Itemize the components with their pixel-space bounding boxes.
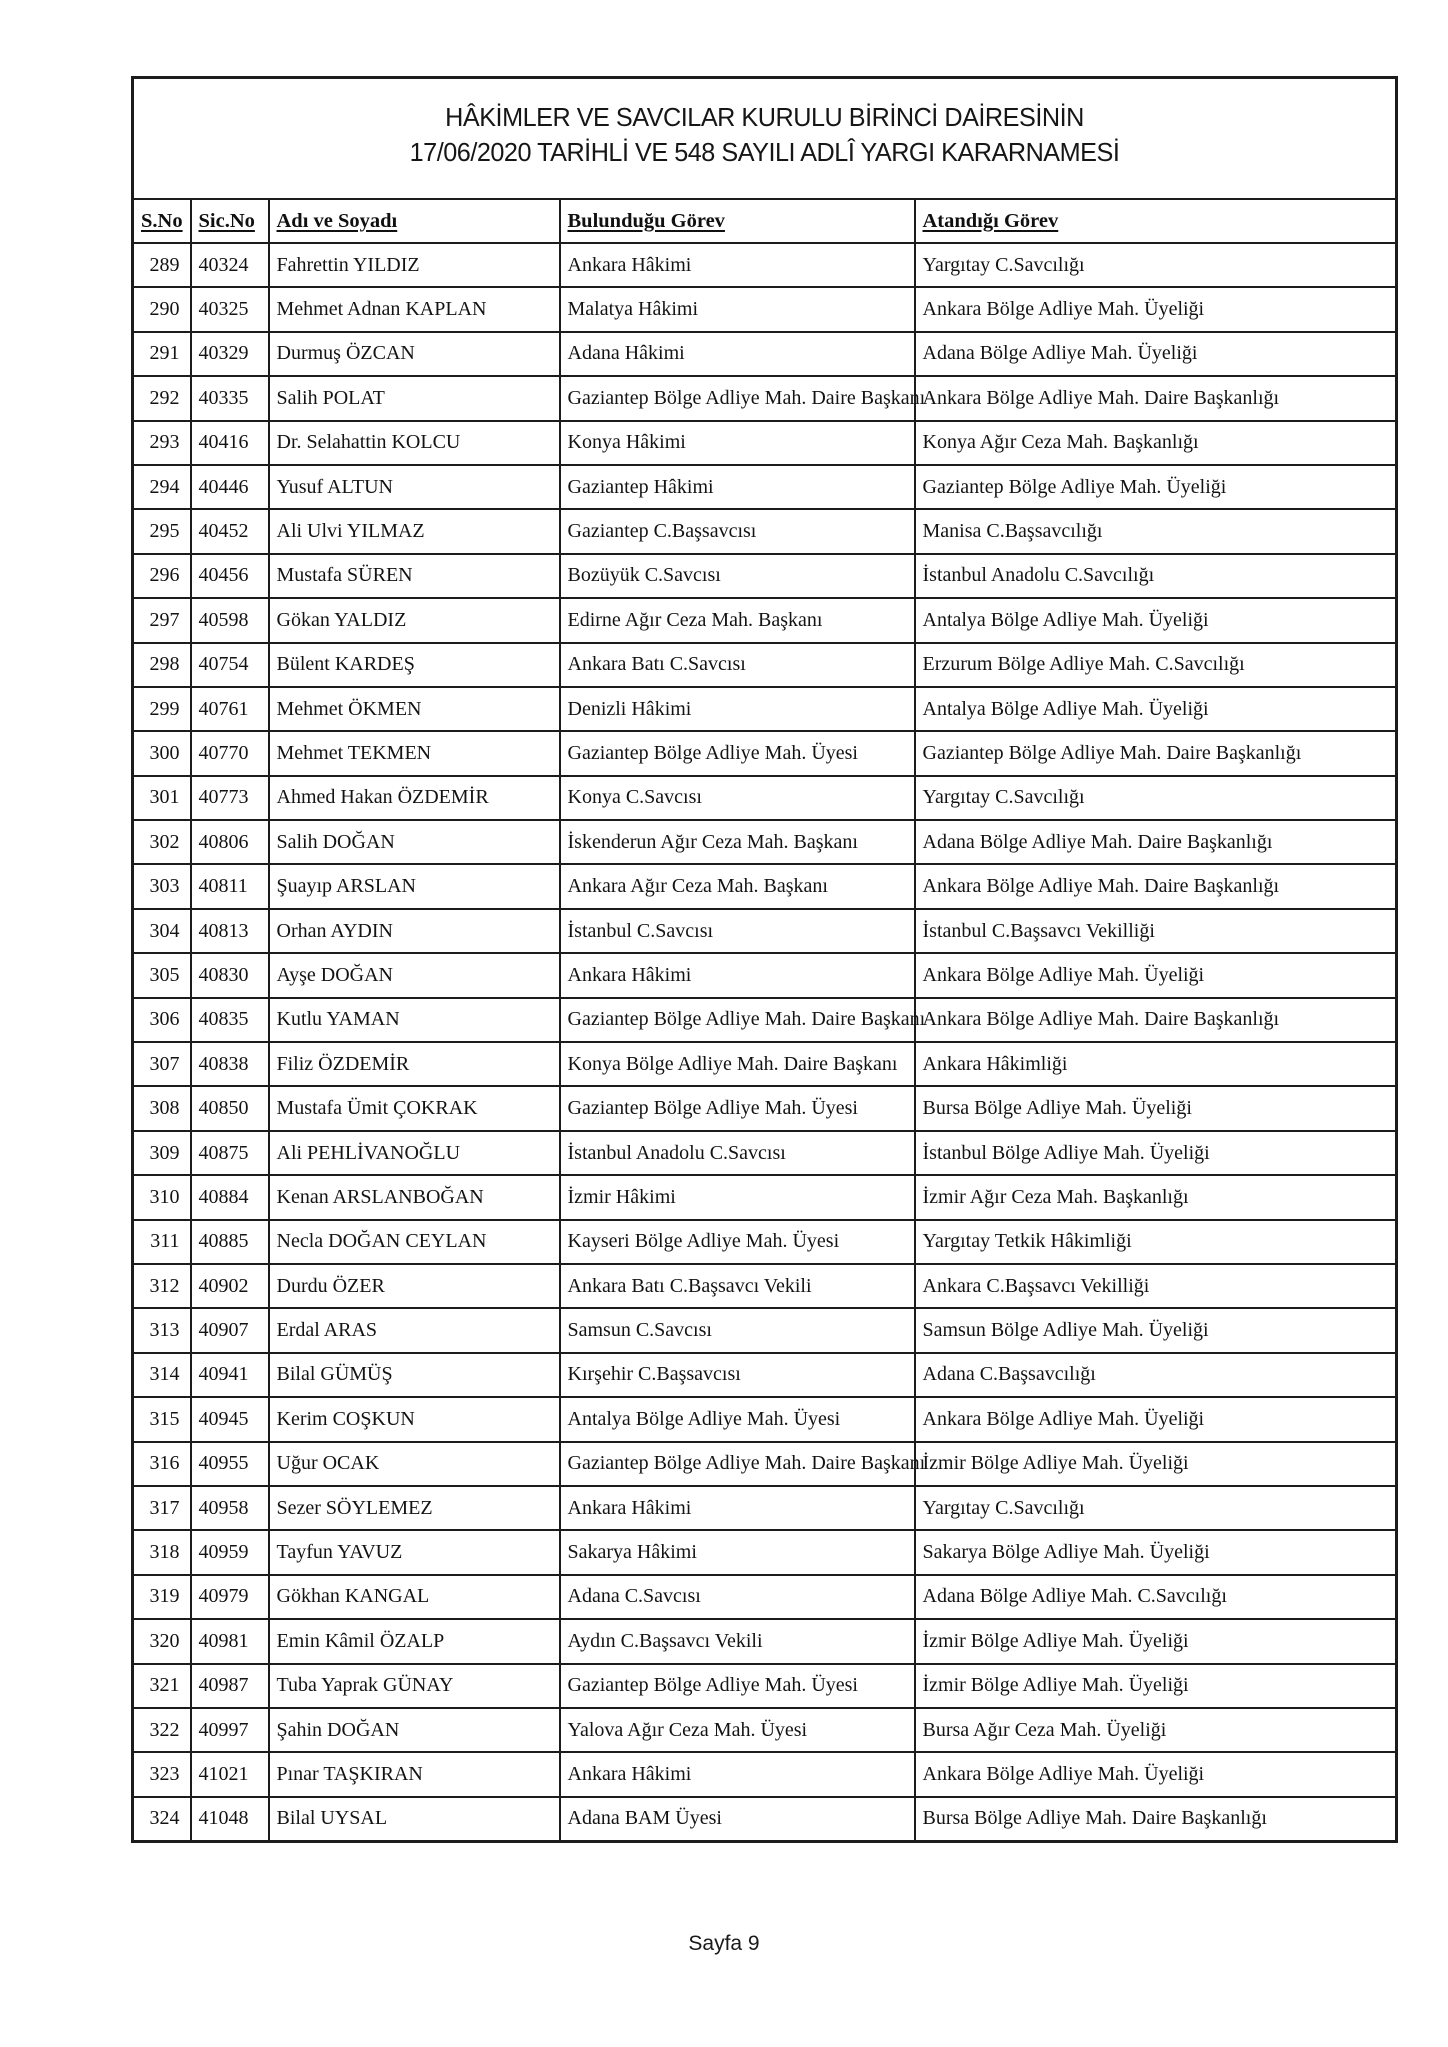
assigned-post-cell: Ankara Bölge Adliye Mah. Daire Başkanlığı [915,376,1397,420]
name-cell: Şahin DOĞAN [269,1708,560,1752]
assigned-post-cell: İstanbul Anadolu C.Savcılığı [915,554,1397,598]
sicno-cell: 40416 [191,421,269,465]
assigned-post-cell: Antalya Bölge Adliye Mah. Üyeliği [915,598,1397,642]
sno-cell: 314 [133,1353,191,1397]
sicno-cell: 40884 [191,1175,269,1219]
assigned-post-cell: Samsun Bölge Adliye Mah. Üyeliği [915,1308,1397,1352]
table-row [133,287,1397,331]
assigned-post-cell: Antalya Bölge Adliye Mah. Üyeliği [915,687,1397,731]
table-row [133,1797,1397,1841]
current-post-cell: Ankara Batı C.Başsavcı Vekili [560,1264,915,1308]
name-cell: Gökhan KANGAL [269,1575,560,1619]
assigned-post-cell: Manisa C.Başsavcılığı [915,509,1397,553]
sno-cell: 294 [133,465,191,509]
table-row [133,643,1397,687]
sicno-cell: 40979 [191,1575,269,1619]
sicno-cell: 40773 [191,776,269,820]
sno-cell: 298 [133,643,191,687]
current-post-cell: Ankara Ağır Ceza Mah. Başkanı [560,864,915,908]
title-row [133,78,1397,200]
assigned-post-cell: Gaziantep Bölge Adliye Mah. Daire Başkanlığı [915,731,1397,775]
sno-cell: 317 [133,1486,191,1530]
name-cell: Dr. Selahattin KOLCU [269,421,560,465]
table-row [133,1530,1397,1574]
table-row [133,465,1397,509]
table-row [133,598,1397,642]
name-cell: Mustafa SÜREN [269,554,560,598]
table-row [133,1042,1397,1086]
name-cell: Ayşe DOĞAN [269,953,560,997]
current-post-cell: Konya Bölge Adliye Mah. Daire Başkanı [560,1042,915,1086]
sno-cell: 323 [133,1752,191,1796]
current-post-cell: Aydın C.Başsavcı Vekili [560,1619,915,1663]
name-cell: Şuayıp ARSLAN [269,864,560,908]
name-cell: Salih DOĞAN [269,820,560,864]
table-row [133,731,1397,775]
column-header-name: Adı ve Soyadı [269,199,560,243]
assigned-post-cell: Ankara Hâkimliği [915,1042,1397,1086]
sno-cell: 292 [133,376,191,420]
table-row [133,820,1397,864]
sno-cell: 293 [133,421,191,465]
name-cell: Emin Kâmil ÖZALP [269,1619,560,1663]
current-post-cell: Yalova Ağır Ceza Mah. Üyesi [560,1708,915,1752]
name-cell: Durdu ÖZER [269,1264,560,1308]
sicno-cell: 40959 [191,1530,269,1574]
table-row [133,1486,1397,1530]
sno-cell: 313 [133,1308,191,1352]
sno-cell: 311 [133,1220,191,1264]
table-row [133,332,1397,376]
sno-cell: 301 [133,776,191,820]
document-title [133,78,1397,200]
sno-cell: 307 [133,1042,191,1086]
current-post-cell: Adana Hâkimi [560,332,915,376]
name-cell: Filiz ÖZDEMİR [269,1042,560,1086]
table-row [133,998,1397,1042]
name-cell: Sezer SÖYLEMEZ [269,1486,560,1530]
table-row [133,909,1397,953]
current-post-cell: Edirne Ağır Ceza Mah. Başkanı [560,598,915,642]
column-header-assigned-post: Atandığı Görev [915,199,1397,243]
sicno-cell: 40830 [191,953,269,997]
assigned-post-cell: Bursa Bölge Adliye Mah. Daire Başkanlığı [915,1797,1397,1841]
name-cell: Bilal GÜMÜŞ [269,1353,560,1397]
current-post-cell: İstanbul C.Savcısı [560,909,915,953]
assigned-post-cell: Adana C.Başsavcılığı [915,1353,1397,1397]
name-cell: Ali PEHLİVANOĞLU [269,1131,560,1175]
current-post-cell: Konya Hâkimi [560,421,915,465]
table-row [133,1220,1397,1264]
name-cell: Gökan YALDIZ [269,598,560,642]
assigned-post-cell: Ankara Bölge Adliye Mah. Üyeliği [915,1397,1397,1441]
assigned-post-cell: Adana Bölge Adliye Mah. Üyeliği [915,332,1397,376]
name-cell: Ahmed Hakan ÖZDEMİR [269,776,560,820]
sicno-cell: 40850 [191,1086,269,1130]
sno-cell: 318 [133,1530,191,1574]
current-post-cell: İskenderun Ağır Ceza Mah. Başkanı [560,820,915,864]
name-cell: Mehmet Adnan KAPLAN [269,287,560,331]
current-post-cell: Gaziantep Hâkimi [560,465,915,509]
table-row [133,1131,1397,1175]
title-line-2: 17/06/2020 TARİHLİ VE 548 SAYILI ADLÎ YARGI KARARNAMESİ [409,136,1120,167]
table-row [133,1308,1397,1352]
current-post-cell: Gaziantep Bölge Adliye Mah. Üyesi [560,731,915,775]
current-post-cell: Gaziantep Bölge Adliye Mah. Daire Başkanı [560,998,915,1042]
assigned-post-cell: Sakarya Bölge Adliye Mah. Üyeliği [915,1530,1397,1574]
current-post-cell: Gaziantep Bölge Adliye Mah. Daire Başkanı [560,1442,915,1486]
name-cell: Fahrettin YILDIZ [269,243,560,287]
decree-table [131,76,1398,1843]
current-post-cell: Malatya Hâkimi [560,287,915,331]
sno-cell: 315 [133,1397,191,1441]
sicno-cell: 40806 [191,820,269,864]
table-row [133,554,1397,598]
table-row [133,1175,1397,1219]
sno-cell: 291 [133,332,191,376]
sno-cell: 289 [133,243,191,287]
sno-cell: 290 [133,287,191,331]
sicno-cell: 40761 [191,687,269,731]
assigned-post-cell: Yargıtay Tetkik Hâkimliği [915,1220,1397,1264]
sicno-cell: 40811 [191,864,269,908]
assigned-post-cell: Ankara Bölge Adliye Mah. Daire Başkanlığı [915,864,1397,908]
sicno-cell: 40598 [191,598,269,642]
table-row [133,1397,1397,1441]
name-cell: Kerim COŞKUN [269,1397,560,1441]
sno-cell: 321 [133,1664,191,1708]
sicno-cell: 40997 [191,1708,269,1752]
current-post-cell: Konya C.Savcısı [560,776,915,820]
column-header-sicno: Sic.No [191,199,269,243]
assigned-post-cell: İzmir Bölge Adliye Mah. Üyeliği [915,1664,1397,1708]
current-post-cell: Samsun C.Savcısı [560,1308,915,1352]
table-row [133,1353,1397,1397]
assigned-post-cell: Yargıtay C.Savcılığı [915,243,1397,287]
sicno-cell: 40335 [191,376,269,420]
sicno-cell: 40987 [191,1664,269,1708]
table-row [133,1264,1397,1308]
table-row [133,953,1397,997]
name-cell: Orhan AYDIN [269,909,560,953]
assigned-post-cell: Adana Bölge Adliye Mah. C.Savcılığı [915,1575,1397,1619]
assigned-post-cell: İzmir Bölge Adliye Mah. Üyeliği [915,1442,1397,1486]
assigned-post-cell: Yargıtay C.Savcılığı [915,1486,1397,1530]
assigned-post-cell: İstanbul C.Başsavcı Vekilliği [915,909,1397,953]
current-post-cell: Kırşehir C.Başsavcısı [560,1353,915,1397]
sicno-cell: 40770 [191,731,269,775]
name-cell: Durmuş ÖZCAN [269,332,560,376]
sicno-cell: 40329 [191,332,269,376]
sno-cell: 324 [133,1797,191,1841]
current-post-cell: Ankara Hâkimi [560,243,915,287]
sicno-cell: 40838 [191,1042,269,1086]
table-row [133,1752,1397,1796]
sno-cell: 312 [133,1264,191,1308]
current-post-cell: Adana C.Savcısı [560,1575,915,1619]
name-cell: Bilal UYSAL [269,1797,560,1841]
current-post-cell: Gaziantep Bölge Adliye Mah. Daire Başkanı [560,376,915,420]
table-row [133,1575,1397,1619]
assigned-post-cell: Yargıtay C.Savcılığı [915,776,1397,820]
current-post-cell: Ankara Hâkimi [560,953,915,997]
sno-cell: 308 [133,1086,191,1130]
sicno-cell: 40902 [191,1264,269,1308]
sicno-cell: 40955 [191,1442,269,1486]
name-cell: Mehmet ÖKMEN [269,687,560,731]
assigned-post-cell: Bursa Bölge Adliye Mah. Üyeliği [915,1086,1397,1130]
sno-cell: 305 [133,953,191,997]
sicno-cell: 41021 [191,1752,269,1796]
table-row [133,1619,1397,1663]
name-cell: Kutlu YAMAN [269,998,560,1042]
table-row [133,1664,1397,1708]
assigned-post-cell: Konya Ağır Ceza Mah. Başkanlığı [915,421,1397,465]
column-header-current-post: Bulunduğu Görev [560,199,915,243]
sicno-cell: 40813 [191,909,269,953]
current-post-cell: Antalya Bölge Adliye Mah. Üyesi [560,1397,915,1441]
table-row [133,376,1397,420]
sicno-cell: 40941 [191,1353,269,1397]
sno-cell: 300 [133,731,191,775]
assigned-post-cell: Ankara Bölge Adliye Mah. Daire Başkanlığı [915,998,1397,1042]
sno-cell: 322 [133,1708,191,1752]
page-number: Sayfa 9 [688,1932,760,1955]
sno-cell: 296 [133,554,191,598]
table-body [133,243,1397,1841]
sicno-cell: 40907 [191,1308,269,1352]
sno-cell: 316 [133,1442,191,1486]
current-post-cell: Ankara Hâkimi [560,1752,915,1796]
sno-cell: 309 [133,1131,191,1175]
assigned-post-cell: Bursa Ağır Ceza Mah. Üyeliği [915,1708,1397,1752]
assigned-post-cell: İzmir Bölge Adliye Mah. Üyeliği [915,1619,1397,1663]
sno-cell: 306 [133,998,191,1042]
table-row [133,1442,1397,1486]
assigned-post-cell: Ankara Bölge Adliye Mah. Üyeliği [915,287,1397,331]
name-cell: Necla DOĞAN CEYLAN [269,1220,560,1264]
current-post-cell: Gaziantep Bölge Adliye Mah. Üyesi [560,1086,915,1130]
name-cell: Bülent KARDEŞ [269,643,560,687]
sicno-cell: 41048 [191,1797,269,1841]
current-post-cell: Ankara Batı C.Savcısı [560,643,915,687]
current-post-cell: Denizli Hâkimi [560,687,915,731]
sicno-cell: 40452 [191,509,269,553]
sicno-cell: 40885 [191,1220,269,1264]
sicno-cell: 40875 [191,1131,269,1175]
name-cell: Yusuf ALTUN [269,465,560,509]
sno-cell: 303 [133,864,191,908]
sicno-cell: 40958 [191,1486,269,1530]
sicno-cell: 40324 [191,243,269,287]
sicno-cell: 40446 [191,465,269,509]
sicno-cell: 40945 [191,1397,269,1441]
sicno-cell: 40456 [191,554,269,598]
name-cell: Mehmet TEKMEN [269,731,560,775]
sno-cell: 302 [133,820,191,864]
table-row [133,1086,1397,1130]
assigned-post-cell: Erzurum Bölge Adliye Mah. C.Savcılığı [915,643,1397,687]
table-row [133,687,1397,731]
name-cell: Salih POLAT [269,376,560,420]
table-row [133,421,1397,465]
assigned-post-cell: Ankara Bölge Adliye Mah. Üyeliği [915,1752,1397,1796]
sicno-cell: 40754 [191,643,269,687]
assigned-post-cell: İzmir Ağır Ceza Mah. Başkanlığı [915,1175,1397,1219]
sno-cell: 299 [133,687,191,731]
title-line-1: HÂKİMLER VE SAVCILAR KURULU BİRİNCİ DAİRESİNİN [445,101,1084,132]
current-post-cell: İzmir Hâkimi [560,1175,915,1219]
table-row [133,243,1397,287]
sno-cell: 320 [133,1619,191,1663]
assigned-post-cell: Gaziantep Bölge Adliye Mah. Üyeliği [915,465,1397,509]
current-post-cell: Sakarya Hâkimi [560,1530,915,1574]
name-cell: Pınar TAŞKIRAN [269,1752,560,1796]
current-post-cell: İstanbul Anadolu C.Savcısı [560,1131,915,1175]
sno-cell: 310 [133,1175,191,1219]
current-post-cell: Gaziantep C.Başsavcısı [560,509,915,553]
assigned-post-cell: Adana Bölge Adliye Mah. Daire Başkanlığı [915,820,1397,864]
sicno-cell: 40981 [191,1619,269,1663]
name-cell: Mustafa Ümit ÇOKRAK [269,1086,560,1130]
name-cell: Erdal ARAS [269,1308,560,1352]
current-post-cell: Adana BAM Üyesi [560,1797,915,1841]
name-cell: Uğur OCAK [269,1442,560,1486]
table-row [133,864,1397,908]
sno-cell: 304 [133,909,191,953]
current-post-cell: Kayseri Bölge Adliye Mah. Üyesi [560,1220,915,1264]
assigned-post-cell: Ankara C.Başsavcı Vekilliği [915,1264,1397,1308]
table-row [133,1708,1397,1752]
table-row [133,509,1397,553]
name-cell: Tuba Yaprak GÜNAY [269,1664,560,1708]
current-post-cell: Ankara Hâkimi [560,1486,915,1530]
name-cell: Tayfun YAVUZ [269,1530,560,1574]
sicno-cell: 40325 [191,287,269,331]
assigned-post-cell: İstanbul Bölge Adliye Mah. Üyeliği [915,1131,1397,1175]
sno-cell: 319 [133,1575,191,1619]
current-post-cell: Gaziantep Bölge Adliye Mah. Üyesi [560,1664,915,1708]
table-header-row [133,199,1397,243]
current-post-cell: Bozüyük C.Savcısı [560,554,915,598]
column-header-sno: S.No [133,199,191,243]
table-row [133,776,1397,820]
name-cell: Ali Ulvi YILMAZ [269,509,560,553]
assigned-post-cell: Ankara Bölge Adliye Mah. Üyeliği [915,953,1397,997]
sicno-cell: 40835 [191,998,269,1042]
sno-cell: 297 [133,598,191,642]
sno-cell: 295 [133,509,191,553]
name-cell: Kenan ARSLANBOĞAN [269,1175,560,1219]
